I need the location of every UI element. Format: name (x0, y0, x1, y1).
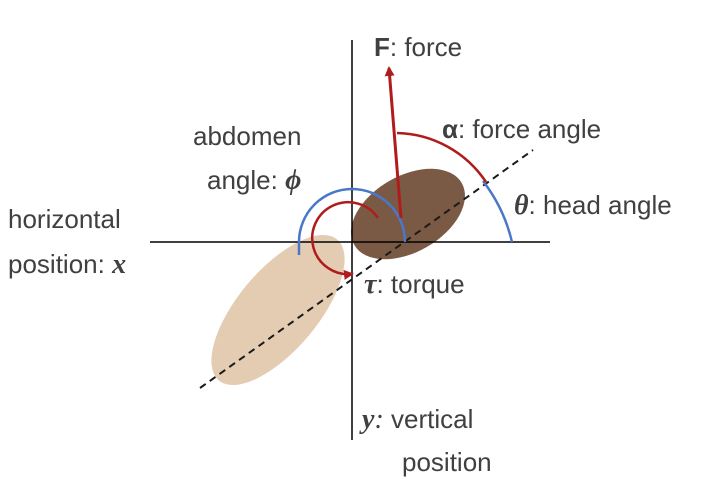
horizontal-position-label-line1: horizontal (8, 204, 121, 234)
abdomen-angle-label-line1: abdomen (193, 121, 302, 151)
head-ellipse (335, 150, 480, 278)
vertical-position-label-line1: y: vertical (362, 404, 474, 435)
head-angle-arc (483, 181, 512, 242)
force-label: F: force (374, 32, 463, 62)
horizontal-position-label-line2: position: x (8, 249, 127, 280)
torque-label: τ: torque (364, 269, 465, 300)
force-angle-label: α: force angle (442, 114, 602, 144)
head-angle-label: θ: head angle (514, 190, 672, 221)
vertical-position-label-line2: position (402, 447, 492, 477)
abdomen-angle-label-line2: angle: ϕ (207, 165, 302, 196)
